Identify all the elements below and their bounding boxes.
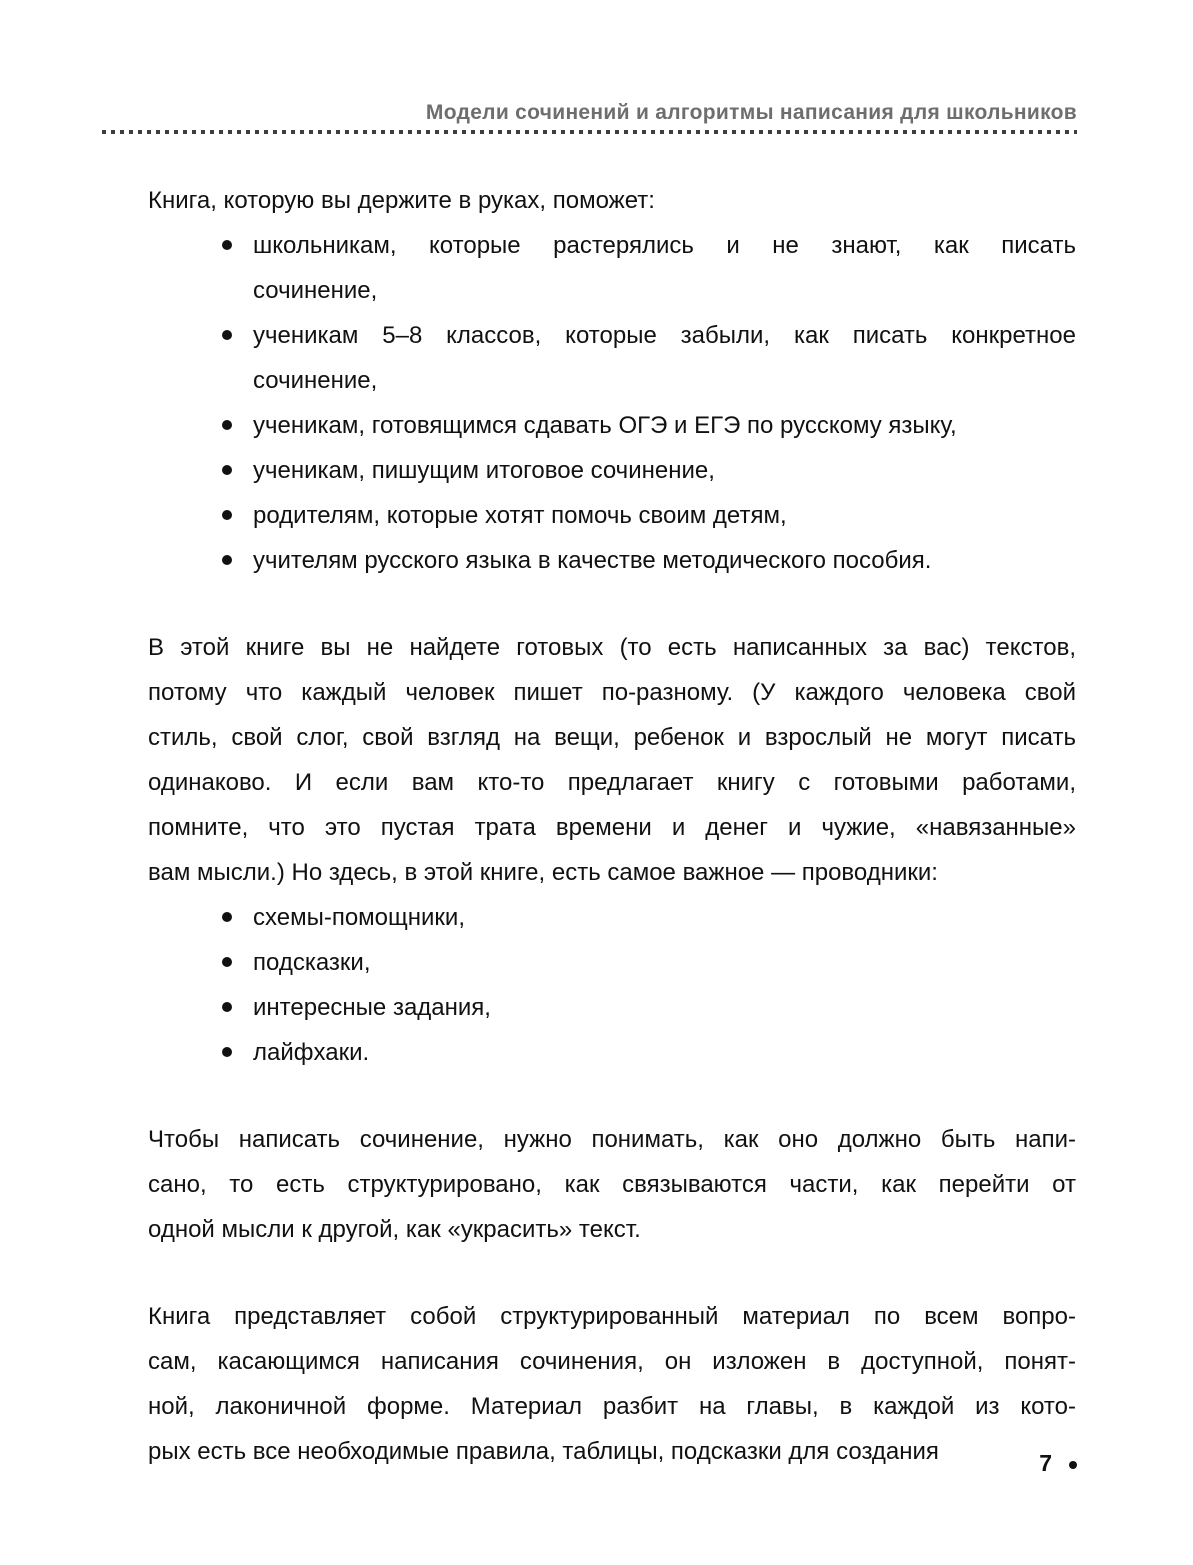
text-line: сано, то есть структурировано, как связываются части, как перейти от — [148, 1171, 1076, 1198]
list-item-text — [253, 493, 1076, 538]
text-line: учителям русского языка в качестве методического пособия. — [253, 547, 932, 574]
text-line: Книга, которую вы держите в руках, поможет: — [148, 187, 655, 214]
list-item-text — [253, 895, 1076, 940]
list-item-text — [253, 1030, 1076, 1075]
page-footer — [1039, 1448, 1077, 1478]
text-line: одинаково. И если вам кто-то предлагает книгу с готовыми работами, — [148, 769, 1076, 796]
text-line: одной мысли к другой, как «украсить» текст. — [148, 1216, 641, 1243]
dotted-rule — [102, 130, 1077, 134]
bullet-icon — [222, 957, 232, 967]
list-item-text — [253, 403, 1076, 448]
list-item-text — [253, 313, 1076, 403]
bullet-icon — [222, 420, 232, 430]
text-line: ученикам 5–8 классов, которые забыли, как писать конкретное — [253, 322, 1076, 349]
running-header-title: Модели сочинений и алгоритмы написания для школьников — [425, 101, 1077, 124]
running-header — [102, 102, 1077, 134]
list-item-text — [253, 538, 1076, 583]
text-line: вам мысли.) Но здесь, в этой книге, есть самое важное — проводники: — [148, 859, 938, 886]
bullet-icon — [222, 240, 232, 250]
list-item — [148, 403, 1076, 448]
list-item — [148, 1030, 1076, 1075]
bullet-icon — [222, 555, 232, 565]
bullet-icon — [222, 330, 232, 340]
bullet-icon — [222, 510, 232, 520]
text-line: сочинение, — [253, 277, 378, 304]
text-line: стиль, свой слог, свой взгляд на вещи, ребенок и взрослый не могут писать — [148, 724, 1076, 751]
list-item-text — [253, 985, 1076, 1030]
bullet-icon — [222, 912, 232, 922]
list-item-text — [253, 223, 1076, 313]
bullet-icon — [222, 465, 232, 475]
list-item — [148, 538, 1076, 583]
text-line: помните, что это пустая трата времени и денег и чужие, «навязанные» — [148, 814, 1076, 841]
paragraph — [148, 178, 1076, 223]
bullet-list — [148, 223, 1076, 583]
list-item — [148, 448, 1076, 493]
list-item — [148, 493, 1076, 538]
paragraph — [148, 1117, 1076, 1252]
text-line: подсказки, — [253, 949, 371, 976]
list-item-text — [253, 448, 1076, 493]
text-line: интересные задания, — [253, 994, 491, 1021]
text-line: сам, касающимся написания сочинения, он изложен в доступной, понят- — [148, 1348, 1076, 1375]
list-item — [148, 895, 1076, 940]
text-line: потому что каждый человек пишет по-разному. (У каждого человека свой — [148, 679, 1076, 706]
text-line: рых есть все необходимые правила, таблицы, подсказки для создания — [148, 1438, 939, 1465]
text-line: родителям, которые хотят помочь своим детям, — [253, 502, 787, 529]
list-item — [148, 313, 1076, 403]
text-line: схемы-помощники, — [253, 904, 465, 931]
content — [148, 178, 1076, 1474]
text-line: ученикам, готовящимся сдавать ОГЭ и ЕГЭ по русскому языку, — [253, 412, 957, 439]
text-line: ной, лаконичной форме. Материал разбит на главы, в каждой из кото- — [148, 1393, 1076, 1420]
text-line: лайфхаки. — [253, 1039, 370, 1066]
text-line: В этой книге вы не найдете готовых (то есть написанных за вас) текстов, — [148, 634, 1076, 661]
text-line: Чтобы написать сочинение, нужно понимать, как оно должно быть напи- — [148, 1126, 1076, 1153]
text-line: школьникам, которые растерялись и не знают, как писать — [253, 232, 1076, 259]
text-line: ученикам, пишущим итоговое сочинение, — [253, 457, 715, 484]
list-item — [148, 985, 1076, 1030]
paragraph — [148, 1294, 1076, 1474]
text-line: сочинение, — [253, 367, 378, 394]
list-item — [148, 940, 1076, 985]
list-item-text — [253, 940, 1076, 985]
bullet-list — [148, 895, 1076, 1075]
bullet-icon — [222, 1002, 232, 1012]
list-item — [148, 223, 1076, 313]
page-number: 7 — [1039, 1450, 1052, 1476]
paragraph — [148, 625, 1076, 895]
text-line: Книга представляет собой структурированный материал по всем вопро- — [148, 1303, 1076, 1330]
bullet-icon — [222, 1047, 232, 1057]
footer-dot-icon — [1069, 1461, 1077, 1469]
